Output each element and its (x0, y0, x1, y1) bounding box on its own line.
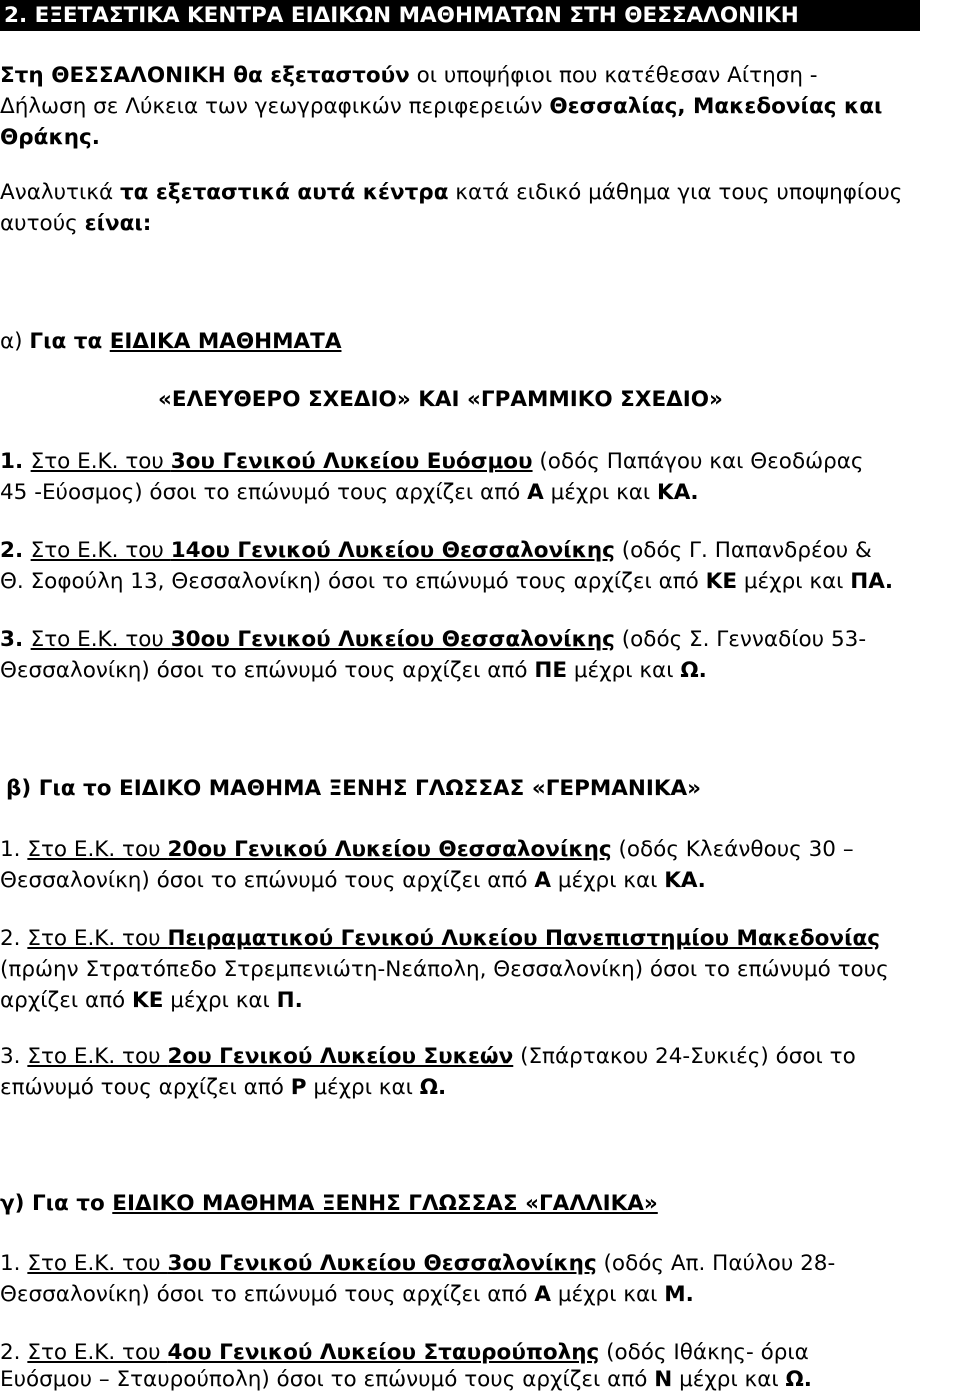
intro-line-1: Στη ΘΕΣΣΑΛΟΝΙΚΗ θα εξεταστούν οι υποψήφιοι που κατέθεσαν Αίτηση - (0, 63, 818, 88)
section-b-item-3-line-1: 3. Στο Ε.Κ. του 2ου Γενικού Λυκείου Συκεών (Σπάρτακου 24-Συκιές) όσοι το (0, 1044, 856, 1069)
section-c-item-1-line-2: Θεσσαλονίκη) όσοι το επώνυμό τους αρχίζει από Α μέχρι και Μ. (0, 1282, 694, 1307)
section-b-item-1-line-2: Θεσσαλονίκη) όσοι το επώνυμό τους αρχίζει από Α μέχρι και ΚΑ. (0, 868, 706, 893)
section-c-item-1-line-1: 1. Στο Ε.Κ. του 3ου Γενικού Λυκείου Θεσσαλονίκης (οδός Απ. Παύλου 28- (0, 1251, 836, 1276)
section-a-item-2-line-2: Θ. Σοφούλη 13, Θεσσαλονίκη) όσοι το επώνυμό τους αρχίζει από ΚΕ μέχρι και ΠΑ. (0, 569, 894, 594)
section-c-item-2-line-1: 2. Στο Ε.Κ. του 4ου Γενικού Λυκείου Σταυρούπολης (οδός Ιθάκης- όρια (0, 1340, 809, 1365)
section-c-title: γ) Για το ΕΙΔΙΚΟ ΜΑΘΗΜΑ ΞΕΝΗΣ ΓΛΩΣΣΑΣ «ΓΑΛΛΙΚΑ» (0, 1191, 658, 1216)
section-b-item-2-line-2: (πρώην Στρατόπεδο Στρεμπενιώτη-Νεάπολη, Θεσσαλονίκη) όσοι το επώνυμό τους (0, 957, 889, 982)
section-a-item-1-line-1: 1. Στο Ε.Κ. του 3ου Γενικού Λυκείου Ευόσμου (οδός Παπάγου και Θεοδώρας (0, 449, 864, 474)
intro-line-5: αυτούς είναι: (0, 211, 152, 236)
section-heading: 2. ΕΞΕΤΑΣΤΙΚΑ ΚΕΝΤΡΑ ΕΙΔΙΚΩΝ ΜΑΘΗΜΑΤΩΝ ΣΤΗ ΘΕΣΣΑΛΟΝΙΚΗ (0, 0, 920, 31)
section-c-item-2-line-2: Ευόσμου – Σταυρούπολη) όσοι το επώνυμό τους αρχίζει από Ν μέχρι και Ω. (0, 1367, 812, 1392)
intro-line-2: Δήλωση σε Λύκεια των γεωγραφικών περιφερειών Θεσσαλίας, Μακεδονίας και (0, 94, 883, 119)
section-a-item-1-line-2: 45 -Εύοσμος) όσοι το επώνυμό τους αρχίζει από Α μέχρι και ΚΑ. (0, 480, 699, 505)
intro-line-4: Αναλυτικά τα εξεταστικά αυτά κέντρα κατά ειδικό μάθημα για τους υποψηφίους (0, 180, 903, 205)
section-a-item-3-line-2: Θεσσαλονίκη) όσοι το επώνυμό τους αρχίζει από ΠΕ μέχρι και Ω. (0, 658, 707, 683)
section-b-item-2-line-3: αρχίζει από ΚΕ μέχρι και Π. (0, 988, 303, 1013)
section-a-subtitle: «ΕΛΕΥΘΕΡΟ ΣΧΕΔΙΟ» ΚΑΙ «ΓΡΑΜΜΙΚΟ ΣΧΕΔΙΟ» (158, 387, 723, 412)
section-b-item-2-line-1: 2. Στο Ε.Κ. του Πειραματικού Γενικού Λυκείου Πανεπιστημίου Μακεδονίας (0, 926, 880, 951)
section-b-item-1-line-1: 1. Στο Ε.Κ. του 20ου Γενικού Λυκείου Θεσσαλονίκης (οδός Κλεάνθους 30 – (0, 837, 854, 862)
section-a-title: α) Για τα ΕΙΔΙΚΑ ΜΑΘΗΜΑΤΑ (0, 329, 342, 354)
section-a-item-3-line-1: 3. Στο Ε.Κ. του 30ου Γενικού Λυκείου Θεσσαλονίκης (οδός Σ. Γενναδίου 53- (0, 627, 867, 652)
intro-line-3: Θράκης. (0, 125, 100, 150)
section-b-title: β) Για το ΕΙΔΙΚΟ ΜΑΘΗΜΑ ΞΕΝΗΣ ΓΛΩΣΣΑΣ «ΓΕΡΜΑΝΙΚΑ» (6, 776, 702, 801)
section-b-item-3-line-2: επώνυμό τους αρχίζει από Ρ μέχρι και Ω. (0, 1075, 447, 1100)
section-a-item-2-line-1: 2. Στο Ε.Κ. του 14ου Γενικού Λυκείου Θεσσαλονίκης (οδός Γ. Παπανδρέου & (0, 538, 872, 563)
